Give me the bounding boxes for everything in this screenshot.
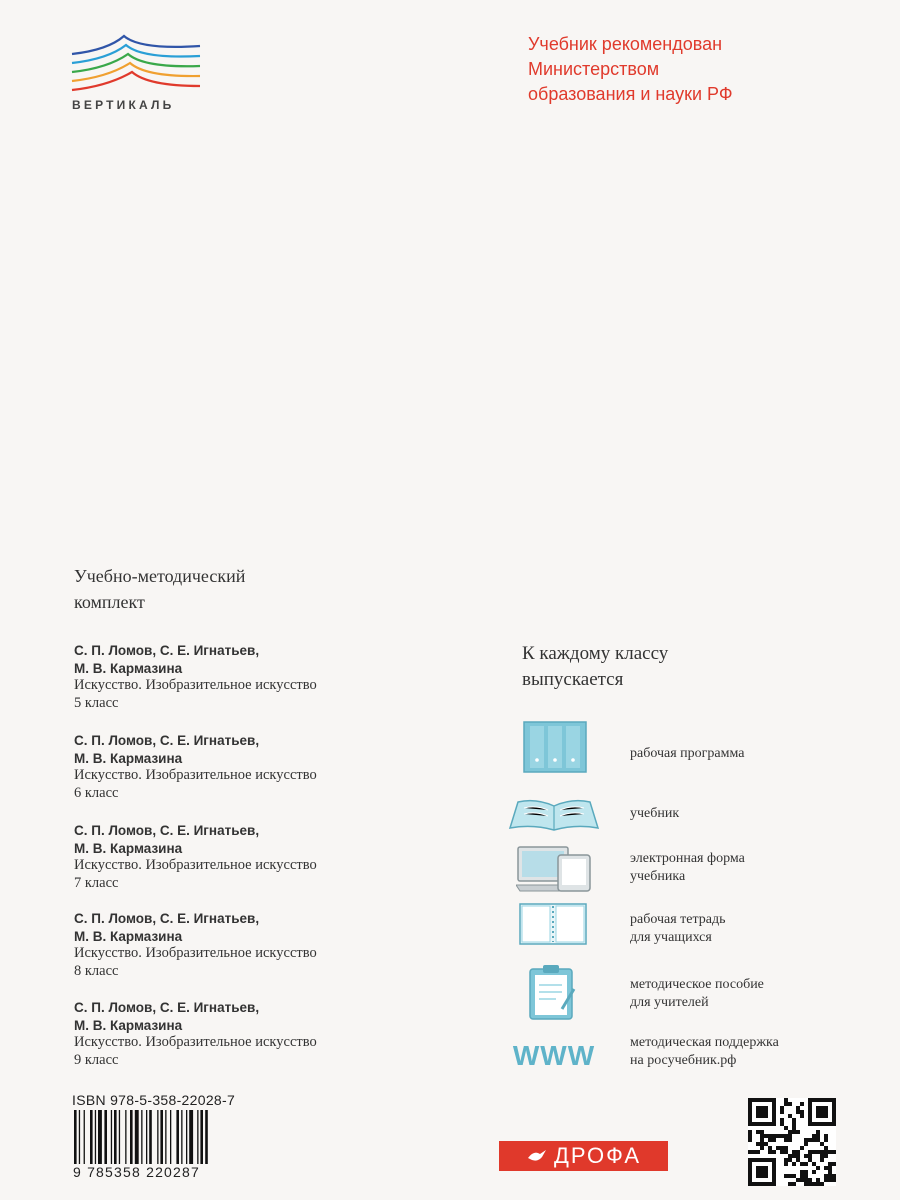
kit-title-line: Учебно-методический — [74, 566, 246, 586]
each-class-title-line: К каждому классу — [522, 643, 669, 664]
book-entry-6 — [74, 732, 404, 802]
item-label — [630, 805, 850, 823]
book-title: Искусство. Изобразительное искусство — [74, 857, 317, 873]
book-entry-8 — [74, 910, 404, 980]
book-entry-7 — [74, 822, 404, 892]
book-authors: М. В. Кармазина — [74, 840, 183, 856]
book-grade: 7 класс — [74, 874, 119, 891]
qr-code-icon — [748, 1098, 836, 1186]
book-entry-5 — [74, 642, 404, 712]
item-label — [630, 976, 850, 1011]
item-label-line: на росучебник.рф — [630, 1052, 737, 1068]
book-authors: М. В. Кармазина — [74, 928, 183, 944]
item-label — [630, 911, 850, 946]
book-authors: С. П. Ломов, С. Е. Игнатьев, — [74, 733, 260, 748]
book-authors: М. В. Кармазина — [74, 660, 183, 676]
open-book-icon — [506, 796, 602, 832]
book-grade: 9 класс — [74, 1051, 119, 1068]
book-authors: С. П. Ломов, С. Е. Игнатьев, — [74, 911, 260, 926]
book-grade: 6 класс — [74, 784, 119, 801]
book-title: Искусство. Изобразительное искусство — [74, 1034, 317, 1050]
logo-text: ВЕРТИКАЛЬ — [72, 98, 175, 112]
book-grade: 5 класс — [74, 694, 119, 711]
clipboard-icon — [526, 963, 578, 1021]
item-label-line: методическая поддержка — [630, 1035, 779, 1050]
www-icon — [510, 1040, 598, 1072]
item-label-line: учебник — [630, 806, 680, 821]
recommendation-note — [528, 32, 858, 107]
bird-icon — [526, 1146, 548, 1166]
barcode-digits: 9 785358 220287 — [73, 1164, 200, 1180]
isbn-label: ISBN 978-5-358-22028-7 — [72, 1092, 236, 1108]
drofa-logo — [499, 1141, 668, 1171]
book-authors: М. В. Кармазина — [74, 1017, 183, 1033]
item-label-line: электронная форма — [630, 851, 745, 866]
each-class-title-line: выпускается — [522, 669, 624, 690]
item-label — [630, 1034, 850, 1069]
logo-arcs-icon — [68, 32, 208, 96]
item-label — [630, 745, 850, 763]
drofa-text: ДРОФА — [553, 1143, 642, 1168]
www-text: WWW — [512, 1040, 596, 1071]
item-label-line: рабочая программа — [630, 746, 745, 761]
book-entry-9 — [74, 999, 404, 1069]
book-title: Искусство. Изобразительное искусство — [74, 945, 317, 961]
item-label-line: для учителей — [630, 994, 709, 1010]
recommendation-line: Учебник рекомендован — [528, 34, 723, 54]
publisher-logo — [68, 32, 208, 122]
item-label-line: рабочая тетрадь — [630, 912, 726, 927]
book-authors: М. В. Кармазина — [74, 750, 183, 766]
book-title: Искусство. Изобразительное искусство — [74, 767, 317, 783]
item-label-line: учебника — [630, 868, 686, 884]
item-label-line: для учащихся — [630, 929, 712, 945]
binder-icon — [522, 720, 588, 774]
each-class-title — [522, 641, 842, 693]
book-authors: С. П. Ломов, С. Е. Игнатьев, — [74, 1000, 260, 1015]
recommendation-line: образования и науки РФ — [528, 84, 733, 104]
book-authors: С. П. Ломов, С. Е. Игнатьев, — [74, 643, 260, 658]
kit-title — [74, 563, 394, 615]
item-label-line: методическое пособие — [630, 977, 764, 992]
recommendation-line: Министерством — [528, 59, 660, 79]
book-authors: С. П. Ломов, С. Е. Игнатьев, — [74, 823, 260, 838]
book-title: Искусство. Изобразительное искусство — [74, 677, 317, 693]
notebook-icon — [518, 902, 588, 946]
book-grade: 8 класс — [74, 962, 119, 979]
item-label — [630, 850, 850, 885]
kit-title-line: комплект — [74, 592, 145, 612]
barcode-icon — [72, 1110, 252, 1164]
devices-icon — [516, 845, 592, 893]
